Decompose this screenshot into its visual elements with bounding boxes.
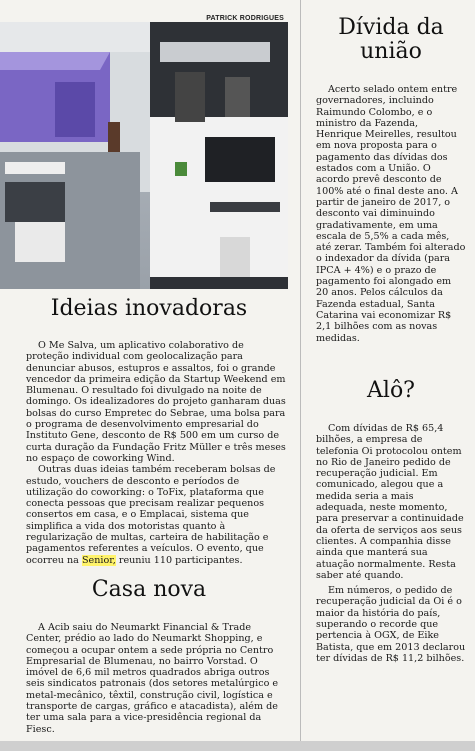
- headline-casa-nova: Casa nova: [91, 577, 207, 602]
- headline-alo: Alô?: [367, 378, 415, 403]
- page-bottom-strip: [0, 741, 475, 751]
- paragraph: A Acib saiu do Neumarkt Financial & Trade Center, prédio ao lado do Neumarkt Shopping, e começou a ocupar ontem a sede própria no Centro Empresarial de Blumenau, no bairro Vorstad. O imóvel de 6,6 mil metros quadrados abriga outros seis sindicatos patronais (dos setores metalúrgico e metal-mecânico, têxtil, construção civil, logística e transporte de cargas, gráfico e atacadista), além de ter uma sala para a vice-presidência regional da Fiesc.: [26, 622, 279, 735]
- paragraph: Acerto selado ontem entre governadores, incluindo Raimundo Colombo, e o ministro da Fazenda, Henrique Meirelles, resultou em nova proposta para o pagamento das dívidas dos estados com a União. O acordo prevê desconto de 100% até o final deste ano. A partir de janeiro de 2017, o desconto vai diminuindo gradativamente, em uma escala de 5,5% a cada mês, até zerar. Também foi alterado o indexador da dívida (para IPCA + 4%) e o prazo de pagamento foi alongado em 20 anos. Pelos cálculos da Fazenda estadual, Santa Catarina vai economizar R$ 2,1 bilhões com as novas medidas.: [316, 84, 466, 344]
- headline-divida-da-uniao: Dívida da união: [338, 15, 444, 64]
- paragraph: O Me Salva, um aplicativo colaborativo de proteção individual com geolocalização para denunciar abusos, estupros e assaltos, foi o grande vencedor da primeira edição da Startup Weekend em Blumenau. O resultado foi divulgado na noite de domingo. Os idealizadores do projeto ganharam duas bolsas do curso Empretec do Sebrae, uma bolsa para o programa de desenvolvimento empresarial do Instituto Gene, desconto de R$ 500 em um curso de curta duração da Fundação Fritz Müller e três meses no espaço de coworking Wind.: [26, 340, 286, 464]
- highlighted-text: Senior,: [81, 554, 116, 566]
- article-ideias-inovadoras: [26, 340, 288, 566]
- office-photo: [0, 22, 288, 289]
- paragraph: Outras duas ideias também receberam bolsas de estudo, vouchers de desconto e períodos de utilização do coworking: o ToFix, plataforma que conecta pessoas que precisam realizar pequenos consertos em casa, e o Emplacai, sistema que simplifica a vida dos motoristas quanto à regularização de multas, carteira de habilitação e pagamentos referentes a veículos. O evento, que ocorreu na Senior, reuniu 110 participantes.: [26, 464, 276, 566]
- article-casa-nova: [26, 622, 288, 735]
- photo-credit: PATRICK RODRIGUES: [206, 15, 284, 22]
- article-alo: [316, 423, 466, 664]
- paragraph: Com dívidas de R$ 65,4 bilhões, a empresa de telefonia Oi protocolou ontem no Rio de Janeiro pedido de recuperação judicial. Em comunicado, alegou que a medida seria a mais adequada, neste momento, para preservar a continuidade da oferta de serviços aos seus clientes. A companhia disse ainda que manterá sua atuação normalmente. Resta saber até quando.: [316, 423, 464, 581]
- column-divider: [300, 0, 301, 751]
- paragraph: Em números, o pedido de recuperação judicial da Oi é o maior da história do país, superando o recorde que pertencia à OGX, de Eike Batista, que em 2013 declarou ter dívidas de R$ 11,2 bilhões.: [316, 585, 466, 664]
- article-divida-da-uniao: [316, 84, 466, 344]
- headline-ideias-inovadoras: Ideias inovadoras: [50, 296, 248, 321]
